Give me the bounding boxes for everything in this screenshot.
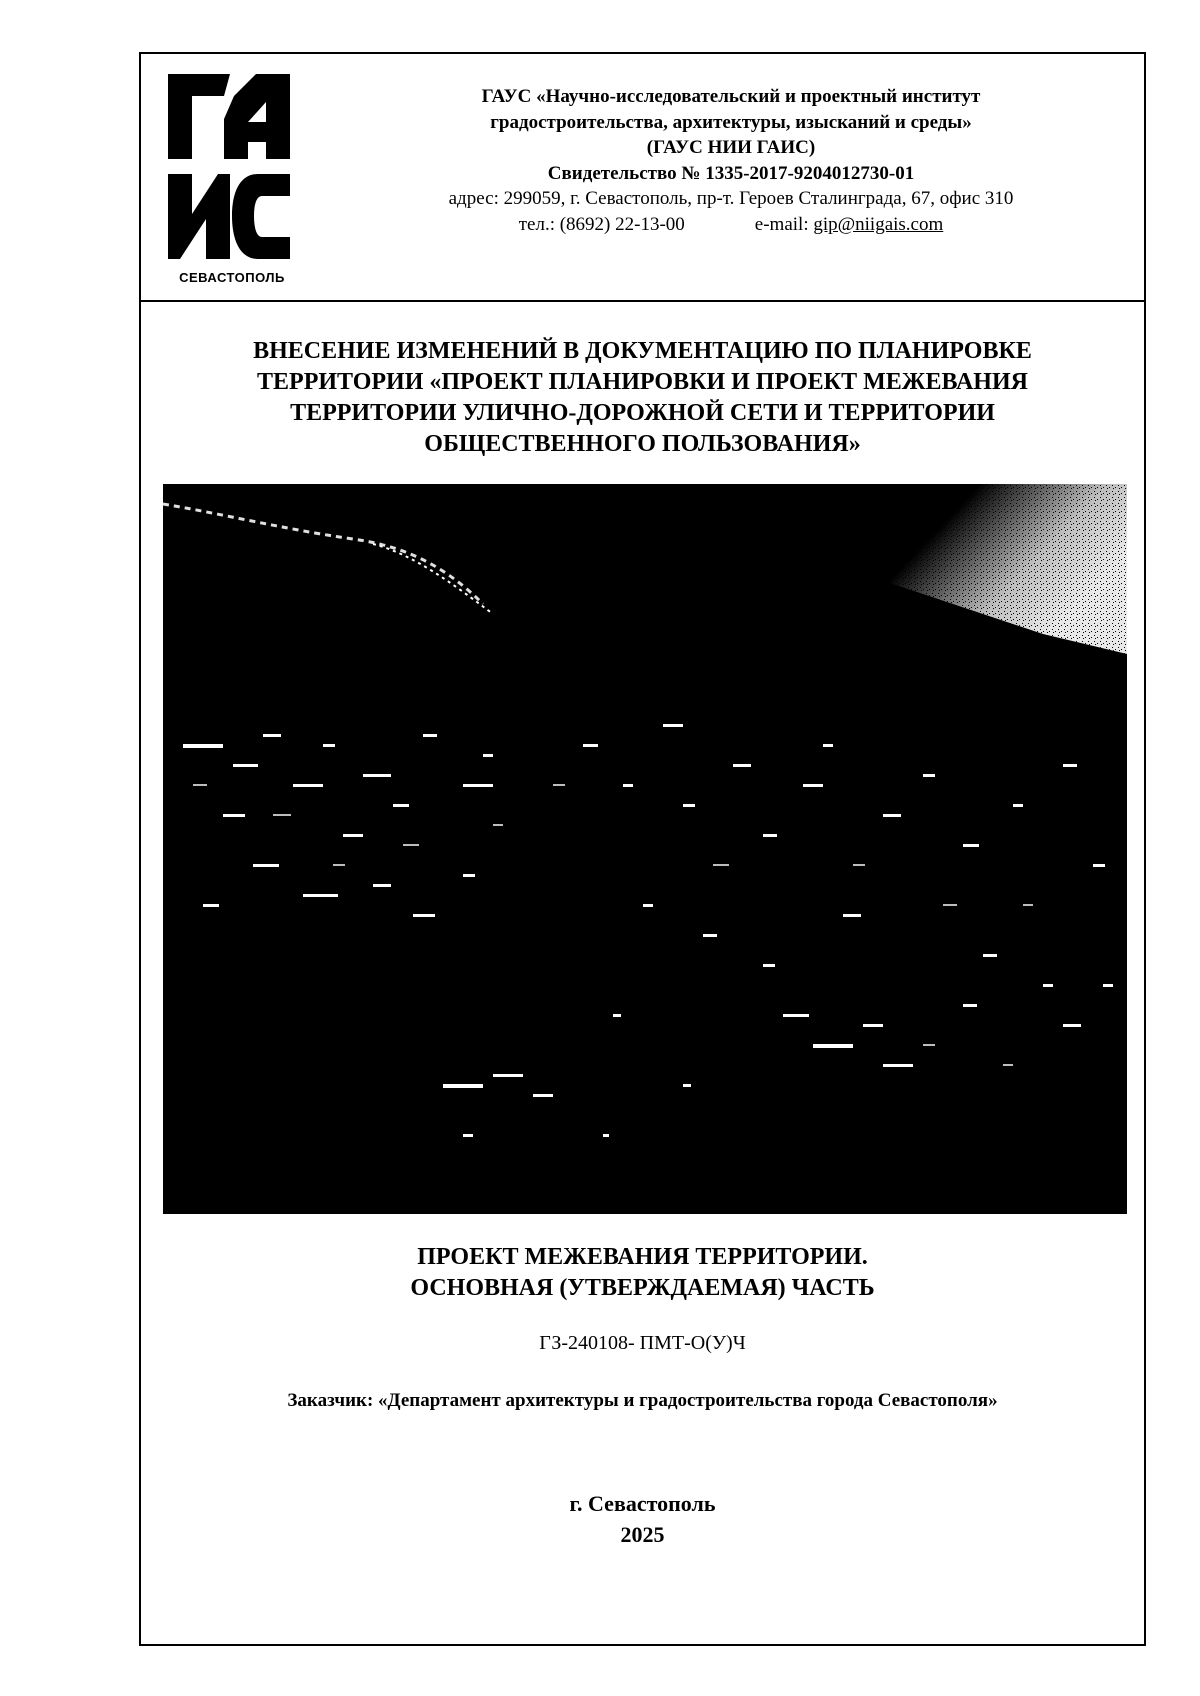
document-title-line: ВНЕСЕНИЕ ИЗМЕНЕНИЙ В ДОКУМЕНТАЦИЮ ПО ПЛАНИРОВКЕ	[253, 338, 1032, 364]
contacts-line	[336, 212, 1126, 238]
document-title	[181, 336, 1104, 460]
email-label: e-mail:	[754, 213, 809, 235]
gais-logo-icon	[168, 74, 296, 296]
document-title-line: ТЕРРИТОРИИ УЛИЧНО-ДОРОЖНОЙ СЕТИ И ТЕРРИТОРИИ	[290, 400, 995, 426]
document-title-line: ОБЩЕСТВЕННОГО ПОЛЬЗОВАНИЯ»	[424, 431, 861, 457]
year: 2025	[620, 1522, 665, 1547]
certificate-number: Свидетельство № 1335-2017-9204012730-01	[547, 162, 915, 184]
email-link[interactable]: gip@niigais.com	[813, 213, 944, 235]
organization-address: адрес: 299059, г. Севастополь, пр-т. Героев Сталинграда, 67, офис 310	[448, 188, 1014, 209]
organization-name-line2: градостроительства, архитектуры, изысканий и среды»	[490, 111, 972, 133]
document-code: ГЗ-240108- ПМТ-О(У)Ч	[539, 1332, 746, 1354]
part-title-line2: ОСНОВНАЯ (УТВЕРЖДАЕМАЯ) ЧАСТЬ	[410, 1275, 875, 1301]
place-and-year	[181, 1488, 1104, 1550]
aerial-photo-icon	[163, 484, 1127, 1214]
city-name: г. Севастополь	[569, 1491, 716, 1516]
organization-block	[336, 84, 1126, 237]
page-frame	[139, 52, 1146, 1646]
organization-abbr: (ГАУС НИИ ГАИС)	[646, 137, 816, 158]
part-title-line1: ПРОЕКТ МЕЖЕВАНИЯ ТЕРРИТОРИИ.	[417, 1244, 868, 1270]
document-title-line: ТЕРРИТОРИИ «ПРОЕКТ ПЛАНИРОВКИ И ПРОЕКТ МЕЖЕВАНИЯ	[257, 369, 1028, 395]
client-line: Заказчик: «Департамент архитектуры и градостроительства города Севастополя»	[287, 1390, 998, 1411]
part-title	[181, 1242, 1104, 1304]
document-header	[141, 54, 1144, 302]
organization-name-line1: ГАУС «Научно-исследовательский и проектный институт	[481, 86, 981, 107]
logo-caption: СЕВАСТОПОЛЬ	[179, 270, 285, 285]
phone-number: тел.: (8692) 22-13-00	[518, 213, 685, 235]
